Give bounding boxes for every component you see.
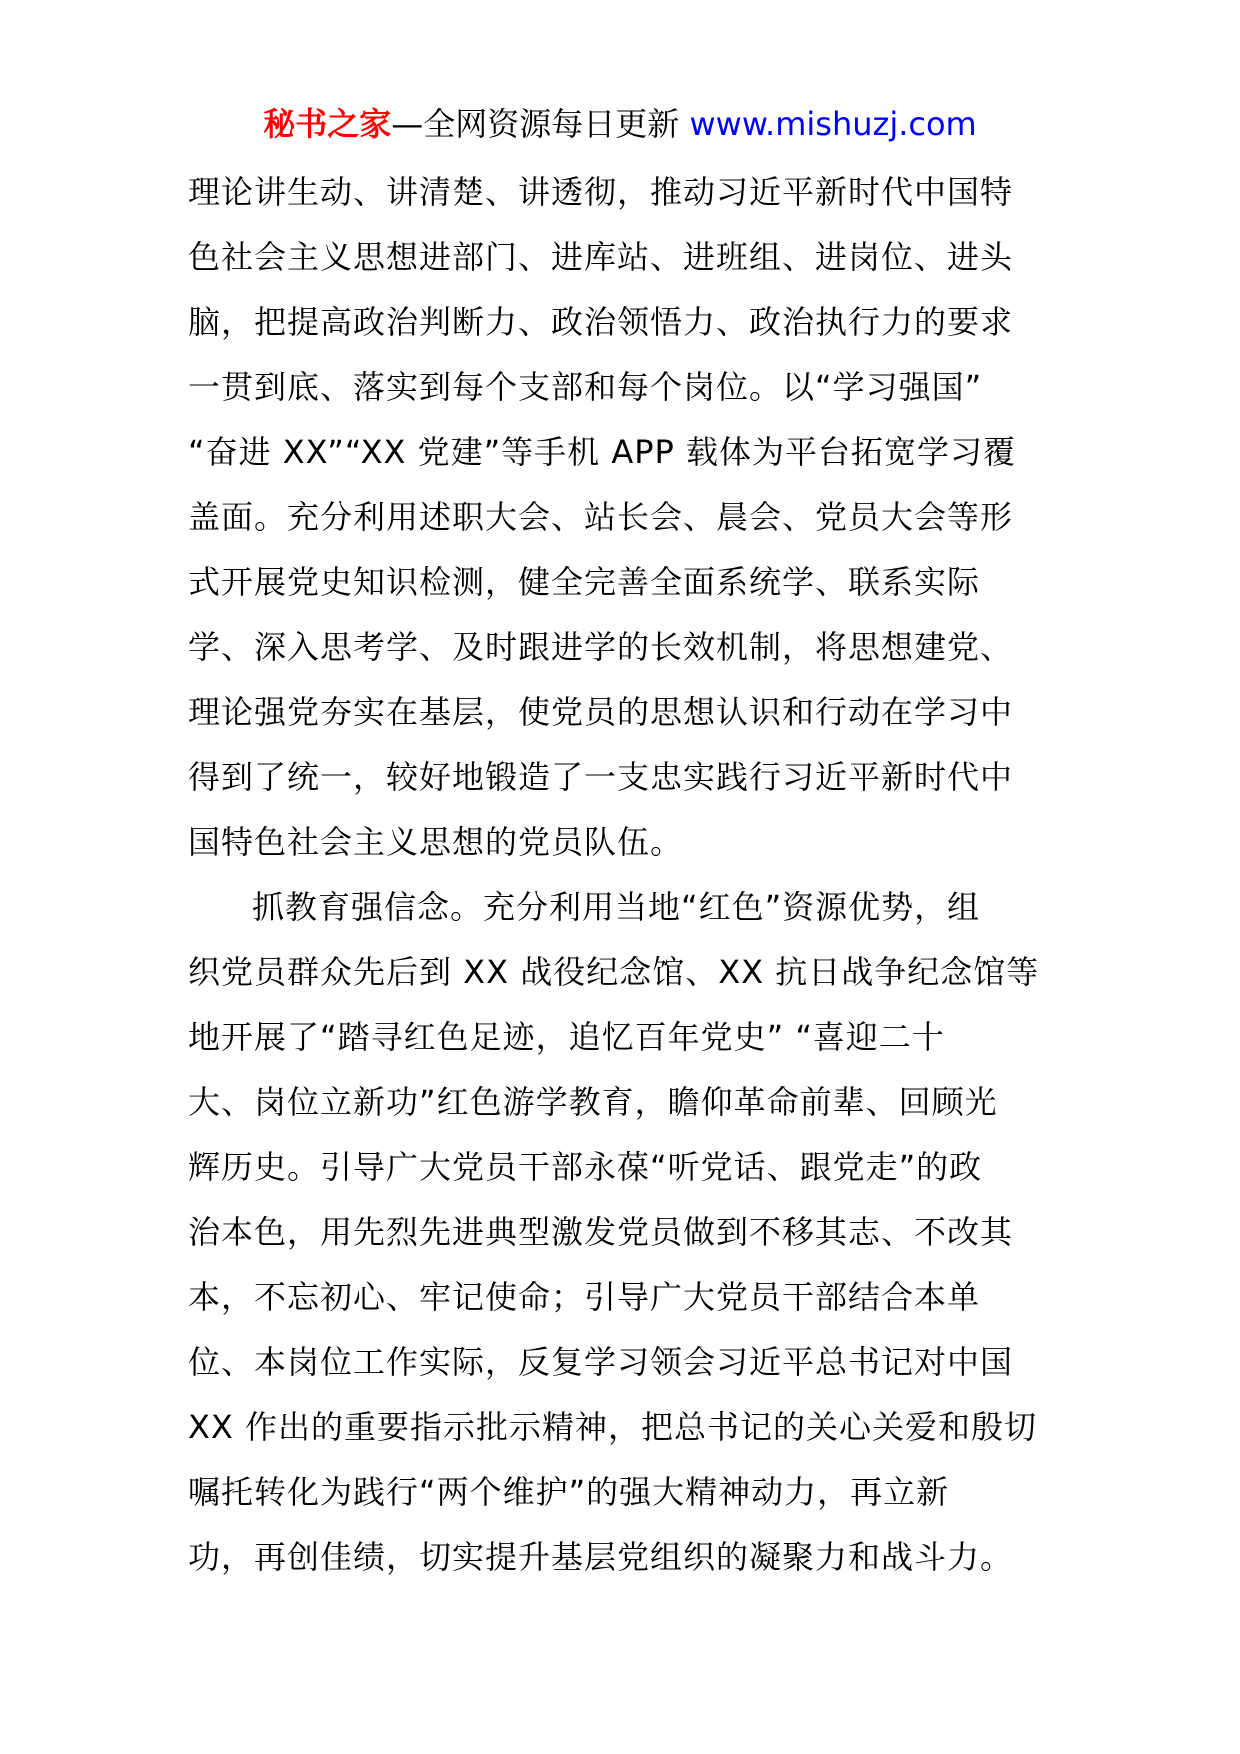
- page-header: [0, 104, 1240, 144]
- document-body: [188, 160, 1056, 1590]
- text-line: 本，不忘初心、牢记使命；引导广大党员干部结合本单: [188, 1278, 981, 1316]
- text-line: 功，再创佳绩，切实提升基层党组织的凝聚力和战斗力。: [188, 1538, 1014, 1576]
- text-line: XX 作出的重要指示批示精神，把总书记的关心关爱和殷切: [188, 1408, 1038, 1446]
- text-line: 得到了统一，较好地锻造了一支忠实践行习近平新时代中: [188, 758, 1014, 796]
- text-line: 理论讲生动、讲清楚、讲透彻，推动习近平新时代中国特: [188, 173, 1014, 211]
- paragraph-first-line: 抓教育强信念。充分利用当地“红色”资源优势，组: [252, 888, 981, 926]
- header-tagline: —全网资源每日更新: [391, 105, 690, 143]
- text-line: 位、本岗位工作实际，反复学习领会习近平总书记对中国: [188, 1343, 1014, 1381]
- text-line: 式开展党史知识检测，健全完善全面系统学、联系实际: [188, 563, 981, 601]
- text-line: 大、岗位立新功”红色游学教育，瞻仰革命前辈、回顾光: [188, 1083, 998, 1121]
- header-url-link[interactable]: www.mishuzj.com: [689, 105, 977, 143]
- text-line: 地开展了“踏寻红色足迹，追忆百年党史” “喜迎二十: [188, 1018, 945, 1056]
- text-line: 盖面。充分利用述职大会、站长会、晨会、党员大会等形: [188, 498, 1014, 536]
- text-line: 脑，把提高政治判断力、政治领悟力、政治执行力的要求: [188, 303, 1014, 341]
- text-line: 国特色社会主义思想的党员队伍。: [188, 823, 684, 861]
- text-line: 理论强党夯实在基层，使党员的思想认识和行动在学习中: [188, 693, 1014, 731]
- text-line: 一贯到底、落实到每个支部和每个岗位。以“学习强国”: [188, 368, 983, 406]
- text-line: 学、深入思考学、及时跟进学的长效机制，将思想建党、: [188, 628, 1014, 666]
- text-line: 色社会主义思想进部门、进库站、进班组、进岗位、进头: [188, 238, 1014, 276]
- text-line: 辉历史。引导广大党员干部永葆“听党话、跟党走”的政: [188, 1148, 983, 1186]
- text-line: “奋进 XX”“XX 党建”等手机 APP 载体为平台拓宽学习覆: [188, 433, 1017, 471]
- text-line: 治本色，用先烈先进典型激发党员做到不移其志、不改其: [188, 1213, 1014, 1251]
- header-brand: 秘书之家: [263, 105, 392, 143]
- text-line: 嘱托转化为践行“两个维护”的强大精神动力，再立新: [188, 1473, 950, 1511]
- text-line: 织党员群众先后到 XX 战役纪念馆、XX 抗日战争纪念馆等: [188, 953, 1040, 991]
